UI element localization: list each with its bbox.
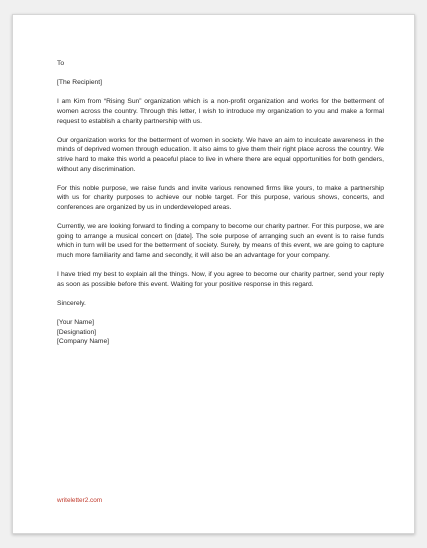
recipient-line: [The Recipient] — [57, 79, 102, 87]
signature-block — [57, 318, 384, 347]
paragraph-introduction: I am Kim from “Rising Sun” organization which is a non-profit organization and works for the betterment of women across the country. Through this letter, I wish to introduce my organization to you and make a formal request to establish a charity partnership with us. — [57, 98, 384, 125]
signature-company: [Company Name] — [57, 338, 110, 346]
paragraph-request: Currently, we are looking forward to finding a company to become our charity partner. For this purpose, we are going to arrange a musical concert on [date]. The sole purpose of arranging such an event is to raise funds which in turn will be used for the betterment of society. Surely, by means of this event, we are going to capture much more familiarity and fame and secondly, it will also be an advantage for your company. — [57, 223, 384, 259]
website-link[interactable]: writeletter2.com — [57, 497, 103, 504]
paragraph-conclusion: I have tried my best to explain all the things. Now, if you agree to become our charity partner, send your reply as soon as possible before this event. Waiting for your positive response in this regard. — [57, 271, 384, 288]
paragraph-organization: Our organization works for the betterment of women in society. We have an aim to inculcate awareness in the minds of deprived women through education. It also aims to give them their right place across the country. We strive hard to make this world a peaceful place to live in where there are equal opportunities for both genders, without any discrimination. — [57, 136, 384, 173]
signature-name: [Your Name] — [57, 319, 94, 327]
document-page — [12, 14, 415, 534]
signature-designation: [Designation] — [57, 328, 97, 336]
to-label: To — [57, 60, 65, 67]
letter-body — [57, 59, 384, 347]
closing: Sincerely. — [57, 299, 86, 307]
paragraph-purpose: For this noble purpose, we raise funds and invite various renowned firms like yours, to make a partnership with us for charity purposes to achieve our noble target. For this purpose, various shows, concerts, and conferences are organized by us in underdeveloped areas. — [57, 184, 384, 211]
